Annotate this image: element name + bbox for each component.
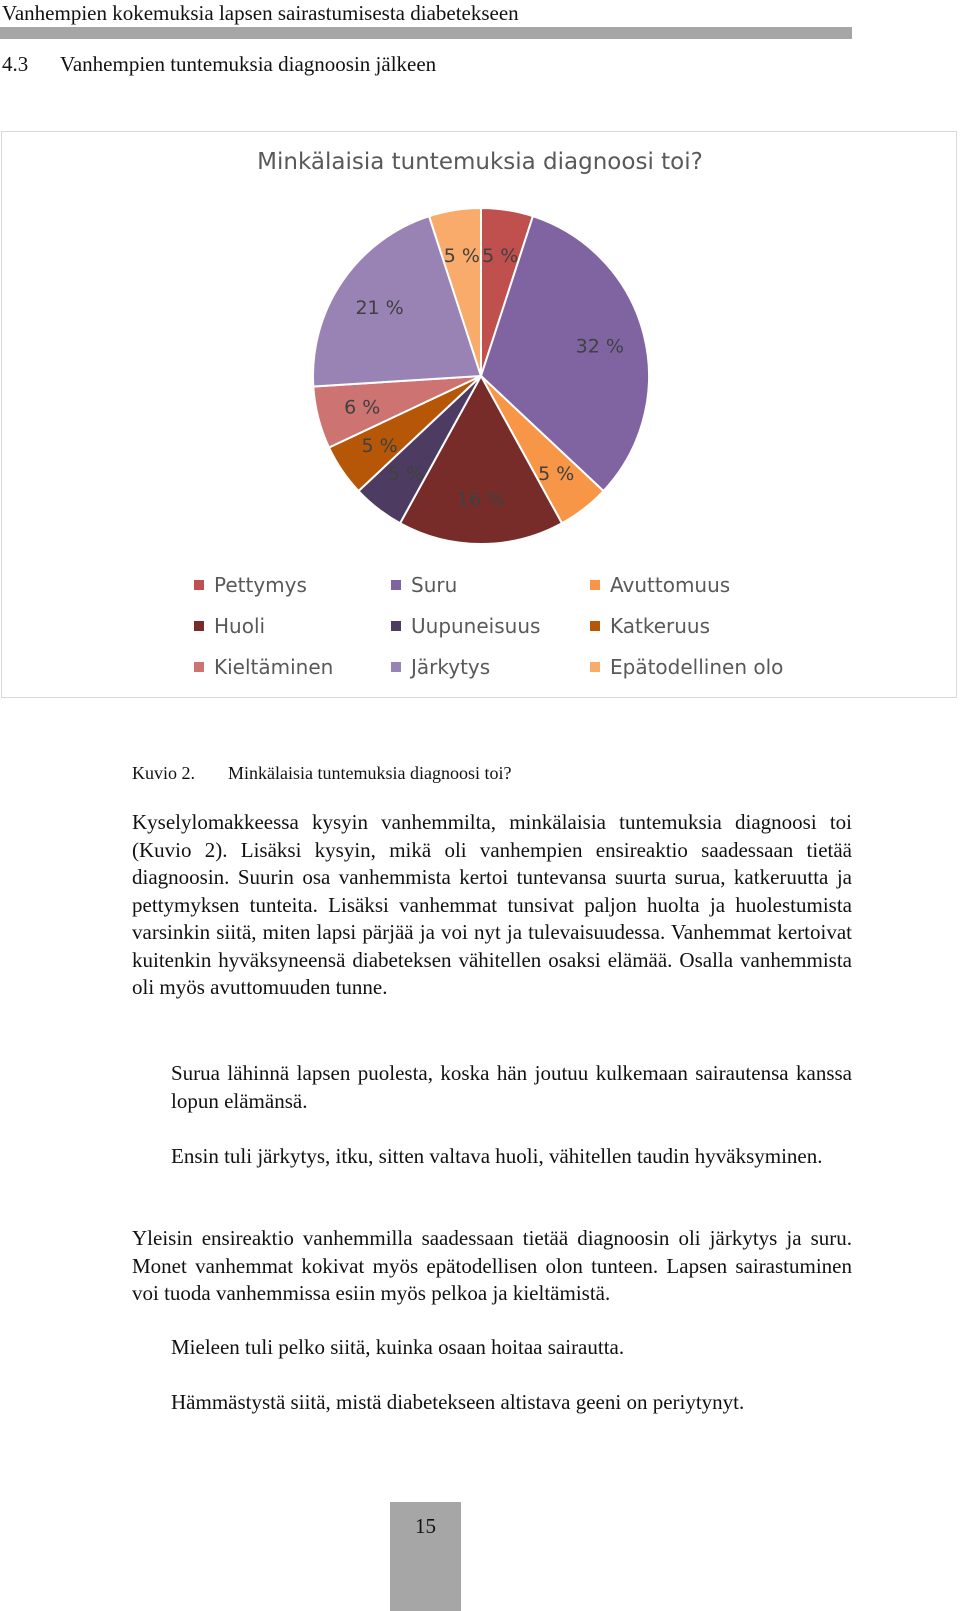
legend-label: Suru: [411, 573, 458, 597]
figure-caption: [132, 763, 511, 784]
legend-label: Pettymys: [214, 573, 307, 597]
legend-label: Kieltäminen: [214, 655, 334, 679]
legend-item: [590, 655, 783, 679]
running-header: Vanhempien kokemuksia lapsen sairastumisesta diabetekseen: [2, 1, 519, 25]
legend-item: [590, 614, 710, 638]
legend-label: Huoli: [214, 614, 266, 638]
pie-data-label: 5 %: [387, 462, 424, 485]
legend-item: [590, 573, 730, 597]
legend-label: Epätodellinen olo: [610, 655, 784, 679]
quote-2: Ensin tuli järkytys, itku, sitten valtava huoli, vähitellen taudin hyväksyminen.: [171, 1144, 823, 1168]
legend-swatch: [194, 662, 204, 672]
caption-number: Kuvio 2.: [132, 763, 195, 783]
pie-data-label: 5 %: [443, 244, 480, 267]
section-heading: [2, 52, 436, 77]
legend-item: [194, 614, 265, 638]
legend-swatch: [590, 580, 600, 590]
legend-swatch: [391, 621, 401, 631]
chart-title: Minkälaisia tuntemuksia diagnoosi toi?: [257, 149, 703, 175]
legend-item: [391, 614, 540, 638]
legend-item: [391, 655, 490, 679]
legend-item: [391, 573, 457, 597]
legend-swatch: [391, 662, 401, 672]
legend-label: Katkeruus: [610, 614, 711, 638]
header-rule: [0, 27, 852, 39]
legend-label: Järkytys: [411, 655, 491, 679]
section-title: Vanhempien tuntemuksia diagnoosin jälkeen: [60, 52, 437, 76]
legend-swatch: [194, 621, 204, 631]
pie-data-label: 6 %: [344, 396, 381, 419]
legend-item: [194, 655, 333, 679]
legend-swatch: [590, 621, 600, 631]
caption-text: Minkälaisia tuntemuksia diagnoosi toi?: [228, 763, 512, 783]
pie-data-label: 5 %: [361, 434, 398, 457]
legend-item: [194, 573, 307, 597]
legend-label: Avuttomuus: [610, 573, 731, 597]
body-paragraph-1: Kyselylomakkeessa kysyin vanhemmilta, minkälaisia tuntemuksia diagnoosi toi (Kuvio 2). Lisäksi kysyin, mikä oli vanhempien ensireaktio saadessaan tietää diagnoosin. Suurin osa vanhemmista kertoi tuntevansa suurta surua, katkeruutta ja pettymyksen tunteita. Lisäksi vanhemmat tunsivat paljon huolta ja huolestumista varsinkin siitä, miten lapsi pärjää ja voi nyt ja tulevaisuudessa. Vanhemmat kertoivat kuitenkin hyväksyneensä diabeteksen vähitellen osaksi elämää. Osalla vanhemmista oli myös avuttomuuden tunne.: [132, 810, 852, 999]
quote-4: Hämmästystä siitä, mistä diabetekseen altistava geeni on periytynyt.: [171, 1390, 745, 1414]
legend-label: Uupuneisuus: [411, 614, 541, 638]
pie-data-label: 5 %: [538, 462, 575, 485]
pie-data-label: 32 %: [575, 335, 624, 358]
quote-1: Surua lähinnä lapsen puolesta, koska hän joutuu kulkemaan sairautensa kanssa lopun elämänsä.: [171, 1061, 852, 1113]
page-number: 15: [390, 1502, 461, 1611]
legend-swatch: [391, 580, 401, 590]
body-paragraph-2: Yleisin ensireaktio vanhemmilla saadessaan tietää diagnoosin oli järkytys ja suru. Monet vanhemmat kokivat myös epätodellisen olon tunteen. Lapsen sairastuminen voi tuoda vanhemmissa esiin myös pelkoa ja kieltämistä.: [132, 1226, 852, 1305]
pie-chart: [1, 131, 957, 698]
section-number: 4.3: [2, 52, 29, 76]
quote-3: Mieleen tuli pelko siitä, kuinka osaan hoitaa sairautta.: [171, 1335, 625, 1359]
legend-swatch: [194, 580, 204, 590]
pie-data-label: 5 %: [482, 244, 519, 267]
pie-data-label: 21 %: [355, 297, 404, 320]
legend-swatch: [590, 662, 600, 672]
pie-data-label: 16 %: [456, 488, 506, 511]
